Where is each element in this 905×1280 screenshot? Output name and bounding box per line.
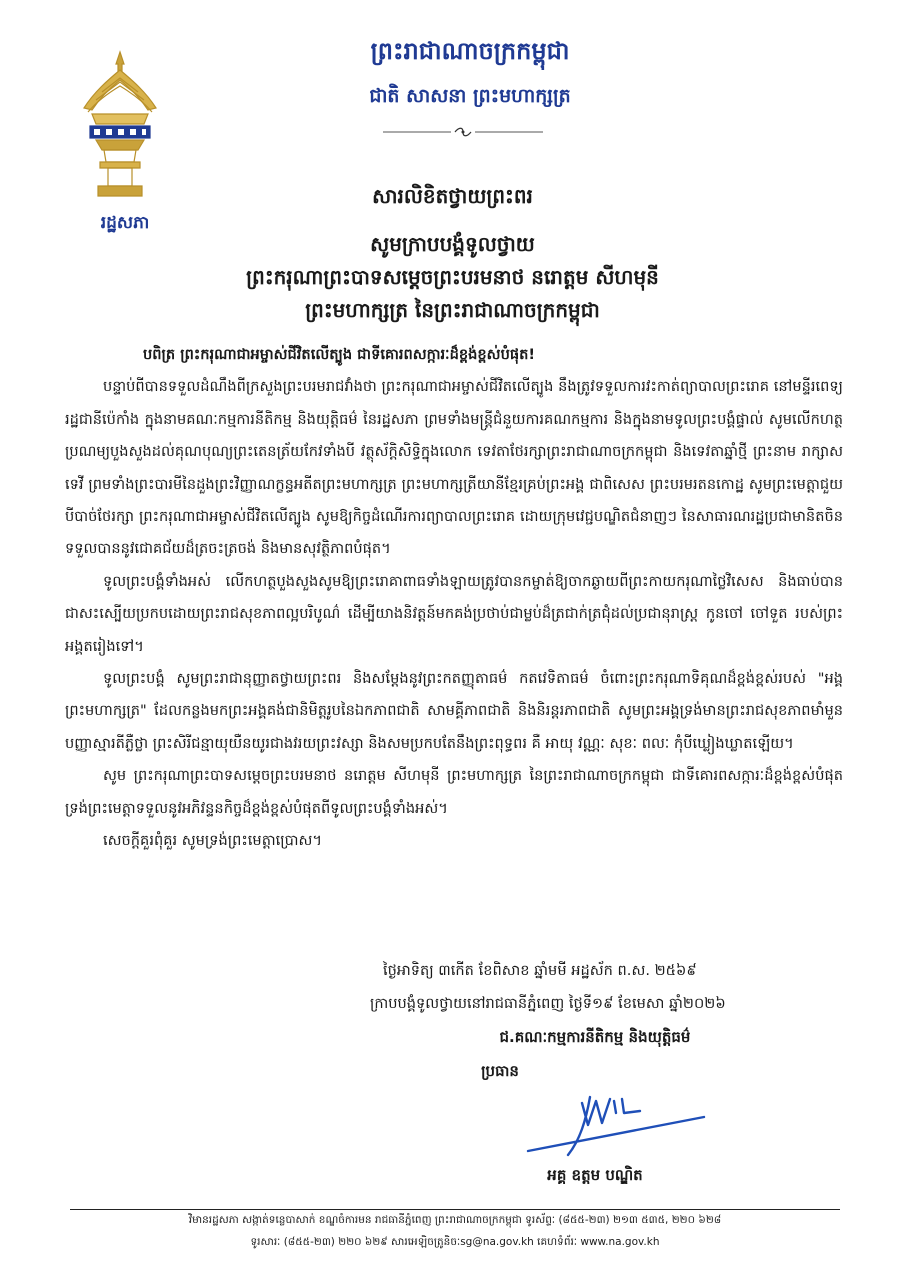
body-paragraph: សេចក្តីគួរពុំគួរ សូមទ្រង់ព្រះមេត្តាប្រោស។ — [103, 832, 322, 850]
footer-contact: ទូរសារៈ (៨៥៥-២៣) ២២០ ៦២៩ សារអេឡិចត្រូនិចៈsg@na.gov.kh គេហទំព័រៈ www.na.gov.kh — [250, 1236, 660, 1248]
body-paragraph: ទូលព្រះបង្គំទាំងអស់ លើកហត្ថបួងសួងសូមឱ្យព្រះរោគាពាធទាំងឡាយត្រូវបានកម្ចាត់ឱ្យចាកឆ្ងាយពីព្រះកាយករុណាថ្លៃវិសេស និងធាប់បានជាសះស្បើយប្រកបដោយព្រះរាជសុខភាពល្អបរិបូណ៌ ដើម្បីយាងនិវត្តន៍មកគង់ប្រថាប់ជាម្លប់ដ៏ត្រជាក់ត្រជុំដល់ប្រជានុរាស្ត្រ កូនចៅ ចៅទួត របស់ព្រះអង្គតរៀងទៅ។ — [65, 572, 843, 655]
signing-organization: ជ.គណៈកម្មការនីតិកម្ម និងយុត្តិធម៌ — [499, 1028, 691, 1046]
body-paragraph: សូម ព្រះករុណាព្រះបាទសម្តេចព្រះបរមនាថ នរោត្តម សីហមុនី ព្រះមហាក្សត្រ នៃព្រះរាជាណាចក្រកម្ពុជា ជាទីគោរពសក្ការៈដ៏ខ្ពង់ខ្ពស់បំផុត ទ្រង់ព្រះមេត្តាទទួលនូវអភិវន្ទនកិច្ចដ៏ខ្ពង់ខ្ពស់បំផុតពីទូលព្រះបង្គំទាំងអស់។ — [65, 767, 843, 817]
address-line-1: សូមក្រាបបង្គំទូលថ្វាយ — [370, 232, 535, 256]
lunar-date: ថ្ងៃអាទិត្យ ៣កើត ខែពិសាខ ឆ្នាំមមី អដ្ឋស័ក ព.ស. ២៥៦៩ — [383, 962, 697, 979]
signer-name: អគ្គ ឧត្តម បណ្ឌិត — [547, 1166, 643, 1184]
kingdom-heading: ព្រះរាជាណាចក្រកម្ពុជា — [370, 37, 570, 65]
ornament-divider-icon — [383, 127, 543, 137]
letter-body — [65, 339, 843, 858]
signer-position: ប្រធាន — [481, 1062, 519, 1080]
body-paragraph: បន្ទាប់ពីបានទទួលដំណឹងពីក្រសួងព្រះបរមរាជវាំងថា ព្រះករុណាជាអម្ចាស់ជីវិតលើត្បូង នឹងត្រូវទទួលការវះកាត់ព្យាបាលព្រះរោគ នៅមន្ទីរពេទ្យរដ្ឋជានីប៉េកាំង ក្នុងនាមគណៈកម្មការនីតិកម្ម និងយុត្តិធម៌ នៃរដ្ឋសភា ព្រមទាំងមន្ត្រីជំនួយការគណកម្មការ និងក្នុងនាមទូលព្រះបង្គំផ្ទាល់ សូមលើកហត្ថប្រណម្យបួងសួងដល់គុណបុណ្យព្រះតេនត្រ័យកែវទាំងបី វត្ថុស័ក្តិសិទ្ធិក្នុងលោក ទេវតាថែរក្សាព្រះរាជាណាចក្រកម្ពុជា និងទេវតាឆ្នាំថ្មី ព្រះនាម រាក្សាសទេវី ព្រមទាំងព្រះបារមីនៃដួងព្រះវិញ្ញាណក្ខន្ធអតីតព្រះមហាក្សត្រ ព្រះមហាក្សត្រីយានីខ្មែរគ្រប់ព្រះអង្គ ជាពិសេស ព្រះបរមរតនកោដ្ឋ សូមព្រះមេត្តាជួយបីបាច់ថែរក្សា ព្រះករុណាជាអម្ចាស់ជីវិតលើត្បូង សូមឱ្យកិច្ចដំណើរការព្យាបាលព្រះរោគ ដោយក្រុមវេជ្ជបណ្ឌិតជំនាញៗ នៃសាធារណរដ្ឋប្រជាមានិតចិន ទទួលបាននូវជោគជ័យដ៏ត្រចះត្រចង់ និងមានសុវត្ថិភាពបំផុត។ — [65, 378, 843, 558]
address-line-2: ព្រះករុណាព្រះបាទសម្តេចព្រះបរមនាថ នរោត្តម សីហមុនី — [246, 265, 659, 289]
address-line-3: ព្រះមហាក្សត្រ នៃព្រះរាជាណាចក្រកម្ពុជា — [305, 298, 600, 322]
document-type-title: សារលិខិតថ្វាយព្រះពរ — [372, 184, 533, 208]
national-motto: ជាតិ សាសនា ព្រះមហាក្សត្រ — [369, 85, 571, 107]
footer-divider — [70, 1209, 840, 1210]
handwritten-signature-icon — [520, 1085, 710, 1167]
footer-address: វិមានរដ្ឋសភា សង្កាត់ទន្លេបាសាក់ ខណ្ឌចំការមន រាជធានីភ្នំពេញ ព្រះរាជាណាចក្រកម្ពុជា ទូរស័ព្ទៈ (៨៥៥-២៣) ២១៣ ៥៣៥, ២២០ ៦២៨ — [188, 1214, 722, 1226]
salutation: បពិត្រ ព្រះករុណាជាអម្ចាស់ជីវិតលើត្បូង ជាទីគោរពសក្ការៈដ៏ខ្ពង់ខ្ពស់បំផុត! — [143, 346, 536, 363]
emblem-caption: រដ្ឋសភា — [100, 213, 150, 233]
body-paragraph: ទូលព្រះបង្គំ សូមព្រះរាជានុញ្ញាតថ្វាយព្រះពរ និងសម្តែងនូវព្រះកតញ្ញុតាធម៌ កតវេទិតាធម៌ ចំពោះព្រះករុណាទិគុណដ៏ខ្ពង់ខ្ពស់របស់ "អង្គព្រះមហាក្សត្រ" ដែលកន្លងមកព្រះអង្គគង់ជានិមិត្តរូបនៃឯកភាពជាតិ សាមគ្គីភាពជាតិ និងនិរន្តរភាពជាតិ សូមព្រះអង្គទ្រង់មានព្រះរាជសុខភាពមាំមួន បញ្ញាស្មារតីភ្លឺថ្លា ព្រះសិរីជន្មាយុយឺនយូរជាងវរយព្រះវស្សា និងសមប្រកបតែនឹងព្រះពុទ្ធពរ គឺ អាយុ វណ្ណៈ សុខៈ ពលៈ កុំបីឃ្លៀងឃ្លាតឡើយ។ — [65, 670, 843, 752]
solar-date: ក្រាបបង្គំទូលថ្វាយនៅរាជធានីភ្នំពេញ ថ្ងៃទី១៩ ខែមេសា ឆ្នាំ២០២៦ — [370, 995, 726, 1012]
national-assembly-emblem-icon — [78, 50, 162, 205]
